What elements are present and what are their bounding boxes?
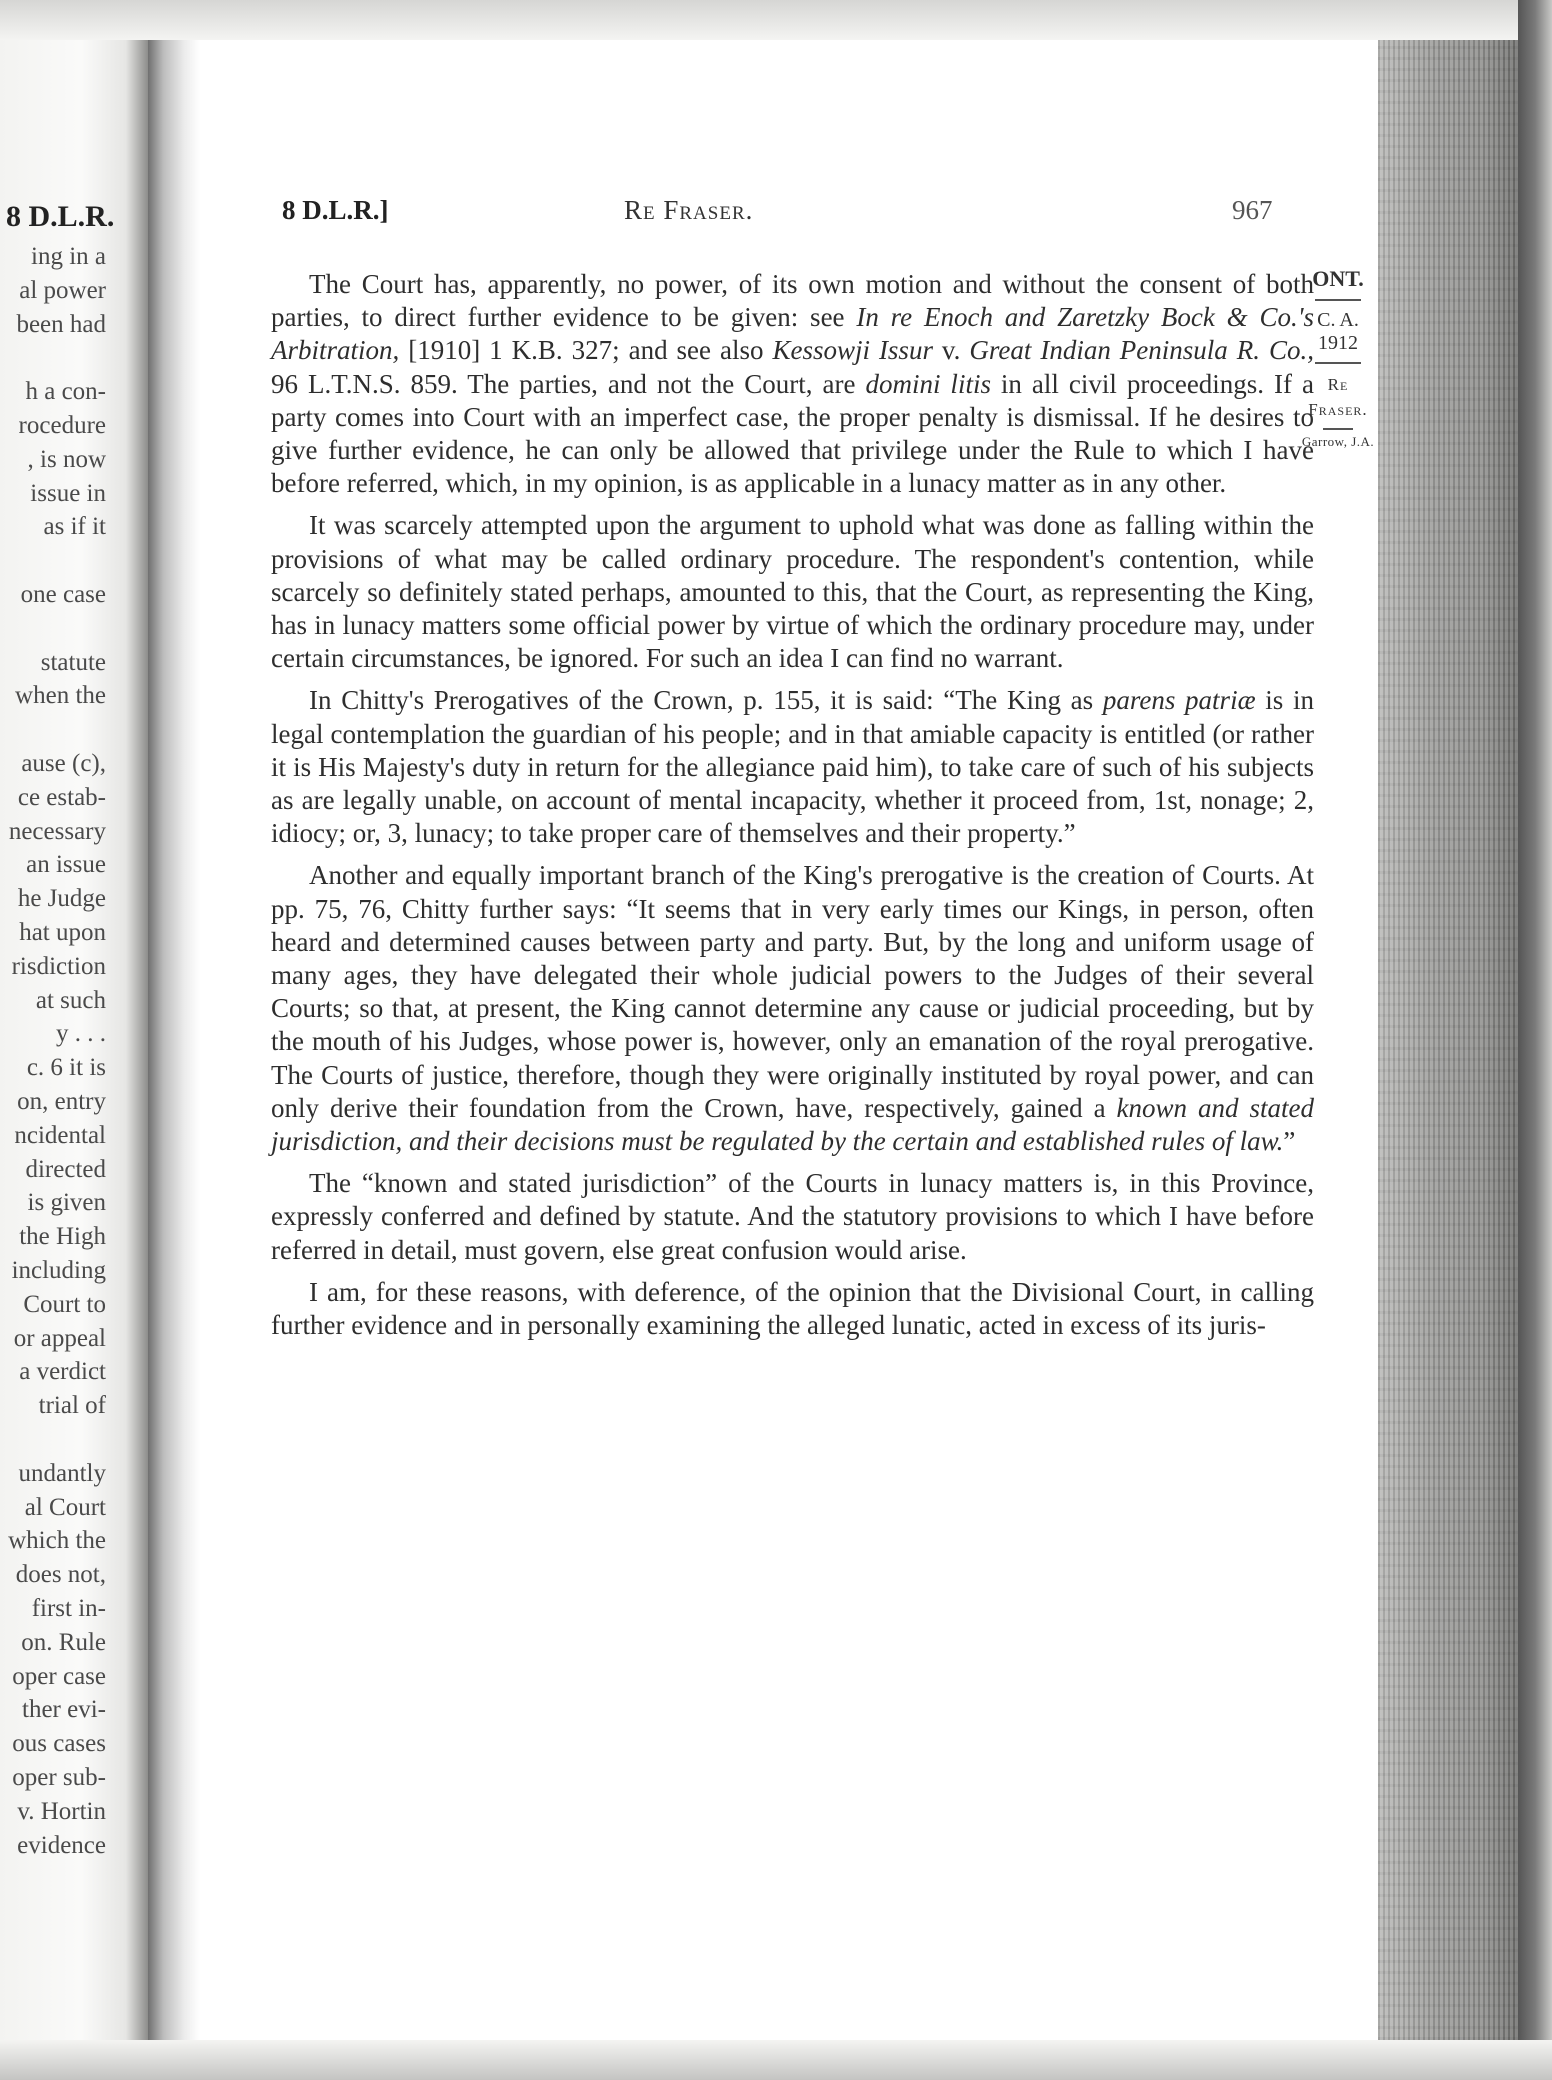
sidenote-case-name: Re Fraser. bbox=[1308, 375, 1368, 419]
left-page-line: rocedure bbox=[18, 412, 106, 439]
left-page-line: on. Rule bbox=[21, 1628, 106, 1656]
body-text bbox=[271, 268, 1314, 1351]
left-page-line: at such bbox=[35, 986, 106, 1014]
running-header-volume: 8 D.L.R.] bbox=[282, 195, 389, 225]
paragraph-4: Another and equally important branch of the King's prerogative is the creation of Courts. At pp. 75, 76, Chitty further says: “It seems that in very early times our Kings, in person, often heard and determined causes between party and party. But, by the long and uniform usage of many ages, they have delegated their whole judicial powers to the Judges of their several Courts; so that, at present, the King cannot determine any cause or judicial proceeding, but by the mouth of his Judges, whose power is, however, only an emanation of the royal prerogative. The Courts of justice, therefore, though they were originally instituted by royal power, and can only derive their foundation from the Crown, have, respectively, gained a known and stated jurisdiction, and their decisions must be regulated by the certain and established rules of law.” bbox=[271, 860, 1314, 1157]
book-binding-top bbox=[0, 0, 1552, 40]
left-page-line: ther evi- bbox=[22, 1696, 106, 1724]
left-page-line: Court to bbox=[23, 1290, 106, 1318]
left-page-header: 8 D.L.R. bbox=[6, 200, 115, 233]
left-page-line: one case bbox=[20, 581, 106, 608]
left-page-line: al Court bbox=[24, 1493, 106, 1521]
sidenote-rule bbox=[1315, 362, 1361, 364]
left-page-line: directed bbox=[25, 1155, 106, 1183]
left-page-line: oper case bbox=[12, 1662, 106, 1690]
left-page-line: al power bbox=[19, 276, 106, 304]
left-page-line: necessary bbox=[8, 817, 106, 845]
left-page-line: on, entry bbox=[17, 1088, 106, 1115]
paragraph-3: In Chitty's Prerogatives of the Crown, p. 155, it is said: “The King as parens patriæ is in legal contemplation the guardian of his people; and in that amiable capacity is entitled (or rather it is His Majesty's duty in return for the allegiance paid him), to take care of such of his subjects as are legally unable, on account of mental incapacity, whether it proceed from, 1st, nonage; 2, idiocy; or, 3, lunacy; to take proper care of themselves and their property.” bbox=[271, 685, 1314, 849]
main-page bbox=[200, 40, 1378, 2040]
left-page-line: is given bbox=[27, 1189, 106, 1217]
left-page-line: including bbox=[11, 1257, 106, 1284]
left-page-line: ing in a bbox=[31, 243, 106, 270]
left-page-line: does not, bbox=[15, 1561, 106, 1589]
left-page-line: ous cases bbox=[12, 1730, 106, 1758]
left-page-line: v. Hortin bbox=[17, 1797, 106, 1825]
gutter-shadow bbox=[148, 40, 200, 2050]
left-page-line: ause (c), bbox=[21, 750, 106, 777]
sidenote-court: ONT. bbox=[1312, 266, 1364, 291]
left-page-line: an issue bbox=[26, 851, 106, 879]
left-page bbox=[0, 40, 148, 2050]
running-header-title: Re Fraser. bbox=[624, 195, 754, 225]
paragraph-1: The Court has, apparently, no power, of its own motion and without the consent of both parties, to direct further evidence to be given: see In re Enoch and Zaretzky Bock & Co.'s Arbitration, [1910] 1 K.B. 327; and see also Kessowji Issur v. Great Indian Peninsula R. Co., 96 L.T.N.S. 859. The parties, and not the Court, are domini litis in all civil proceedings. If a party comes into Court with an imperfect case, the proper penalty is dismissal. If he desires to give further evidence, he can only be allowed that privilege under the Rule to which I have before referred, which, in my opinion, is as applicable in a lunacy matter as in any other. bbox=[271, 269, 1314, 499]
page-number: 967 bbox=[1232, 195, 1273, 225]
left-page-line: the High bbox=[19, 1223, 106, 1251]
left-page-line: h a con- bbox=[25, 378, 106, 406]
left-page-line: c. 6 it is bbox=[26, 1054, 106, 1082]
left-page-line: hat upon bbox=[19, 919, 106, 946]
left-page-line: evidence bbox=[17, 1831, 106, 1859]
sidenote-division: C. A. bbox=[1317, 309, 1359, 331]
left-page-line: undantly bbox=[18, 1459, 106, 1487]
left-page-line: first in- bbox=[31, 1595, 106, 1622]
left-page-line: when the bbox=[15, 682, 106, 710]
paragraph-5: The “known and stated jurisdiction” of the Courts in lunacy matters is, in this Province, expressly conferred and defined by statute. And the statutory provisions to which I have before referred in detail, must govern, else great confusion would arise. bbox=[271, 1168, 1314, 1265]
left-page-line: issue in bbox=[30, 479, 106, 507]
sidenote-rule bbox=[1323, 428, 1353, 430]
sidenote-rule bbox=[1315, 299, 1361, 301]
left-page-line: ce estab- bbox=[17, 783, 106, 811]
left-page-line: which the bbox=[8, 1527, 106, 1555]
sidenote-judge: Garrow, J.A. bbox=[1301, 434, 1375, 449]
paragraph-6: I am, for these reasons, with deference, of the opinion that the Divisional Court, in calling further evidence and in personally examining the alleged lunatic, acted in excess of its juris- bbox=[271, 1276, 1314, 1341]
page-block-edge bbox=[1378, 40, 1518, 2040]
left-page-line: or appeal bbox=[13, 1324, 106, 1352]
left-page-line: as if it bbox=[43, 513, 106, 541]
paragraph-2: It was scarcely attempted upon the argument to uphold what was done as falling within the provisions of what may be called ordinary procedure. The respondent's contention, while scarcely so definitely stated perhaps, amounted to this, that the Court, as representing the King, has in lunacy matters some official power by virtue of which the ordinary procedure may, under certain circumstances, be ignored. For such an idea I can find no warrant. bbox=[271, 510, 1314, 674]
left-page-line: he Judge bbox=[17, 885, 106, 913]
left-page-line: ncidental bbox=[14, 1121, 106, 1149]
left-page-line: been had bbox=[16, 310, 106, 338]
left-page-line: trial of bbox=[38, 1392, 106, 1420]
left-page-line: y . . . bbox=[56, 1020, 106, 1048]
sidenote-year: 1912 bbox=[1318, 332, 1358, 354]
margin-sidenote bbox=[1293, 266, 1383, 450]
left-page-line: , is now bbox=[27, 445, 106, 473]
left-page-line: oper sub- bbox=[12, 1764, 106, 1791]
left-page-line: statute bbox=[40, 648, 106, 676]
left-page-line: a verdict bbox=[19, 1358, 106, 1386]
left-page-line: risdiction bbox=[11, 952, 106, 980]
book-cover-edge bbox=[1518, 0, 1552, 2080]
book-binding-bottom bbox=[0, 2040, 1552, 2080]
